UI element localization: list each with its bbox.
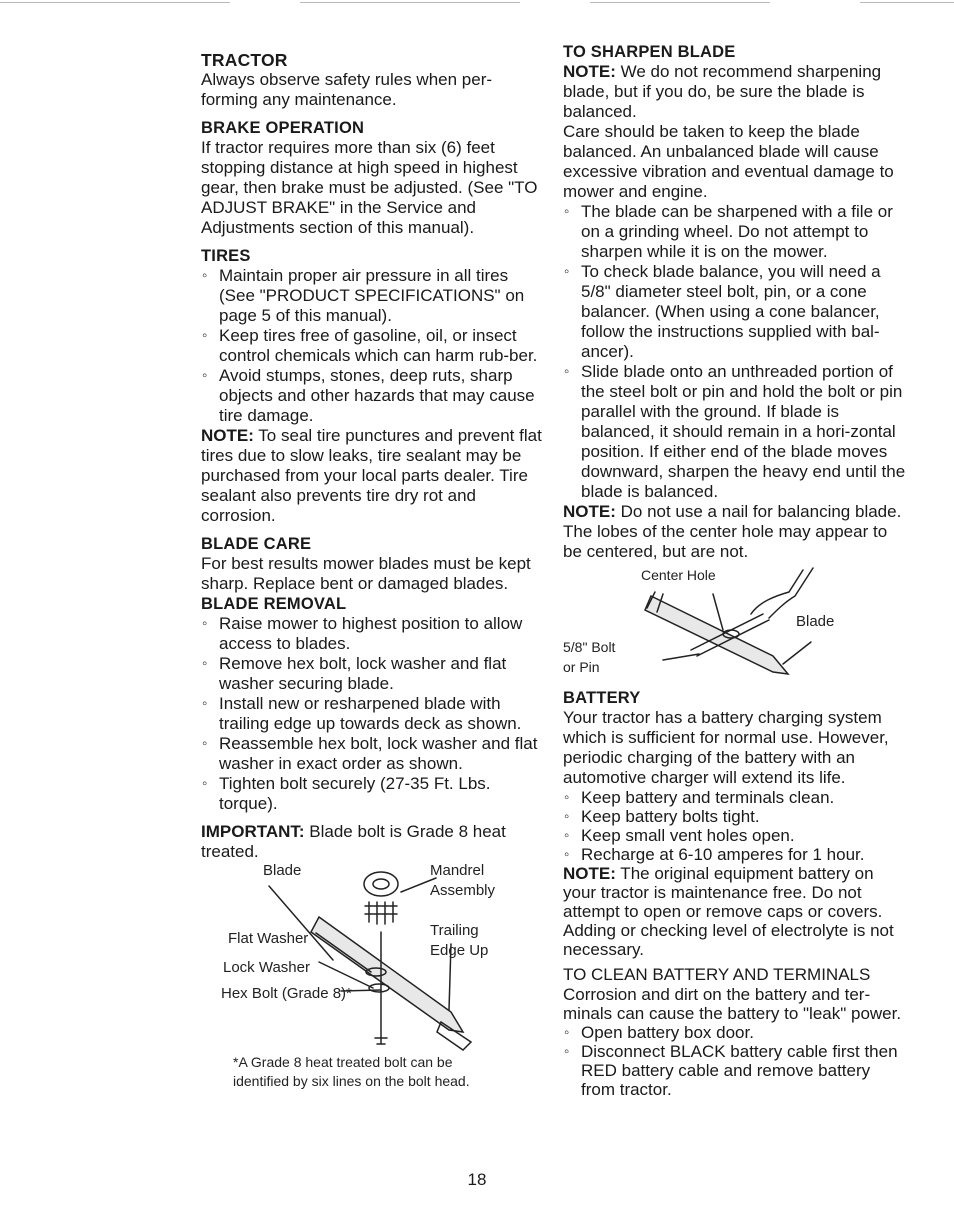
footnote-line: *A Grade 8 heat treated bolt can be (233, 1054, 453, 1070)
note-label: NOTE: (201, 426, 254, 445)
list-item: ◦ Keep small vent holes open. (563, 826, 908, 845)
note-text: We do not recommend sharpening blade, but if you do, be sure the blade is balanced. (563, 62, 882, 121)
list-item: ◦ Slide blade onto an unthreaded portion of the steel bolt or pin and hold the bolt or pin parallel with the ground. If blade is balanced, it should remain in a hori-zontal position. If either end of the blade moves downward, sharpen the heavy end until the blade is balanced. (563, 362, 908, 502)
note-text: Do not use a nail for balancing blade. The lobes of the center hole may appear to be centered, but are not. (563, 502, 902, 561)
list-item: ◦ Maintain proper air pressure in all tires (See "PRODUCT SPECIFICATIONS" on page 5 of this manual). (201, 266, 546, 326)
footnote-line: identified by six lines on the bolt head. (233, 1073, 470, 1089)
list-item: ◦ To check blade balance, you will need a 5/8" diameter steel bolt, pin, or a cone balancer. (When using a cone balancer, follow the instructions supplied with bal-ancer). (563, 262, 908, 362)
label-flat-washer: Flat Washer (228, 930, 309, 947)
battery-note (563, 864, 908, 959)
label-lock-washer: Lock Washer (223, 959, 310, 976)
label-assembly: Assembly (430, 882, 496, 899)
list-item: ◦ Remove hex bolt, lock washer and flat washer securing blade. (201, 654, 546, 694)
label-hex-bolt: Hex Bolt (Grade 8)* (221, 985, 352, 1002)
list-item: ◦ Open battery box door. (563, 1023, 908, 1042)
section-heading-blade-care: BLADE CARE (201, 535, 312, 553)
brake-text: If tractor requires more than six (6) feet stopping distance at high speed in highest gear, then brake must be adjusted. (See "TO ADJUST BRAKE" in the Service and Adjustments section of this manual). (201, 138, 538, 237)
right-column (563, 42, 908, 1099)
section-heading-sharpen: TO SHARPEN BLADE (563, 43, 736, 61)
mandrel-shape (364, 872, 398, 896)
battery-text: Your tractor has a battery charging system which is sufficient for normal use. However, periodic charging of the battery with an automotive charger will extend its life. (563, 708, 889, 787)
list-item: ◦ Keep battery and terminals clean. (563, 788, 908, 807)
clean-list (563, 1023, 908, 1099)
important-label: IMPORTANT: (201, 822, 305, 841)
note-label: NOTE: (563, 864, 616, 883)
label-blade: Blade (796, 613, 835, 630)
label-or-pin: or Pin (563, 659, 600, 675)
list-item: ◦ Tighten bolt securely (27-35 Ft. Lbs. torque). (201, 774, 546, 814)
list-item: ◦ Install new or resharpened blade with trailing edge up towards deck as shown. (201, 694, 546, 734)
top-rule (590, 2, 770, 3)
section-heading-brake: BRAKE OPERATION (201, 119, 365, 137)
note-label: NOTE: (563, 62, 616, 81)
section-heading-blade-removal: BLADE REMOVAL (201, 595, 347, 613)
important-note (201, 822, 546, 862)
list-item: ◦ Reassemble hex bolt, lock washer and flat washer in exact order as shown. (201, 734, 546, 774)
blade-balance-drawing (563, 566, 908, 686)
hand-shape (751, 568, 813, 618)
label-trailing: Trailing (430, 922, 479, 939)
footnote (233, 1053, 470, 1091)
label-mandrel: Mandrel (430, 862, 485, 879)
tires-list (201, 266, 546, 426)
sharpen-note-2 (563, 502, 908, 562)
note-text: The original equipment battery on your tractor is maintenance free. Do not attempt to open or remove caps or covers. Adding or checking level of electrolyte is not necessary. (563, 864, 894, 959)
top-rule (860, 2, 954, 3)
label-blade: Blade (263, 862, 302, 879)
left-column (201, 42, 546, 1112)
blade-balance-diagram (563, 566, 908, 686)
list-item: ◦ Keep battery bolts tight. (563, 807, 908, 826)
sharpen-text: Care should be taken to keep the blade balanced. An unbalanced blade will cause excessive vibration and eventual damage to mower and engine. (563, 122, 894, 201)
tires-note (201, 426, 546, 526)
section-heading-battery: BATTERY (563, 689, 641, 707)
blade-care-text: For best results mower blades must be kept sharp. Replace bent or damaged blades. (201, 554, 531, 593)
blade-assembly-diagram (201, 862, 546, 1112)
sharpen-list (563, 202, 908, 502)
clean-text: Corrosion and dirt on the battery and ter-minals can cause the battery to "leak" power. (563, 985, 902, 1023)
battery-list (563, 788, 908, 864)
label-bolt: 5/8" Bolt (563, 639, 616, 655)
section-heading-tires: TIRES (201, 247, 251, 265)
page-number: 18 (467, 1170, 487, 1189)
top-rule (0, 2, 230, 3)
note-text: To seal tire punctures and prevent flat tires due to slow leaks, tire sealant may be purchased from your local parts dealer. Tire sealant also prevents tire dry rot and corrosion. (201, 426, 542, 525)
section-heading-clean-battery: TO CLEAN BATTERY AND TERMINALS (563, 965, 871, 984)
list-item: ◦ The blade can be sharpened with a file or on a grinding wheel. Do not attempt to sharpen while it is on the mower. (563, 202, 908, 262)
label-edge-up: Edge Up (430, 942, 489, 959)
label-center-hole: Center Hole (641, 567, 716, 583)
list-item: ◦ Keep tires free of gasoline, oil, or insect control chemicals which can harm rub-ber. (201, 326, 546, 366)
list-item: ◦ Avoid stumps, stones, deep ruts, sharp objects and other hazards that may cause tire damage. (201, 366, 546, 426)
list-item: ◦ Recharge at 6-10 amperes for 1 hour. (563, 845, 908, 864)
sharpen-note (563, 62, 908, 122)
list-item: ◦ Raise mower to highest position to allow access to blades. (201, 614, 546, 654)
top-rule (300, 2, 520, 3)
section-heading-tractor: TRACTOR (201, 50, 288, 70)
list-item: ◦ Disconnect BLACK battery cable first then RED battery cable and remove battery from tractor. (563, 1042, 908, 1099)
important-text: Blade bolt is Grade 8 heat treated. (201, 822, 506, 861)
hex-bolt-shape (375, 932, 387, 1044)
blade-removal-list (201, 614, 546, 814)
note-label: NOTE: (563, 502, 616, 521)
tractor-intro: Always observe safety rules when per-forming any maintenance. (201, 70, 493, 109)
